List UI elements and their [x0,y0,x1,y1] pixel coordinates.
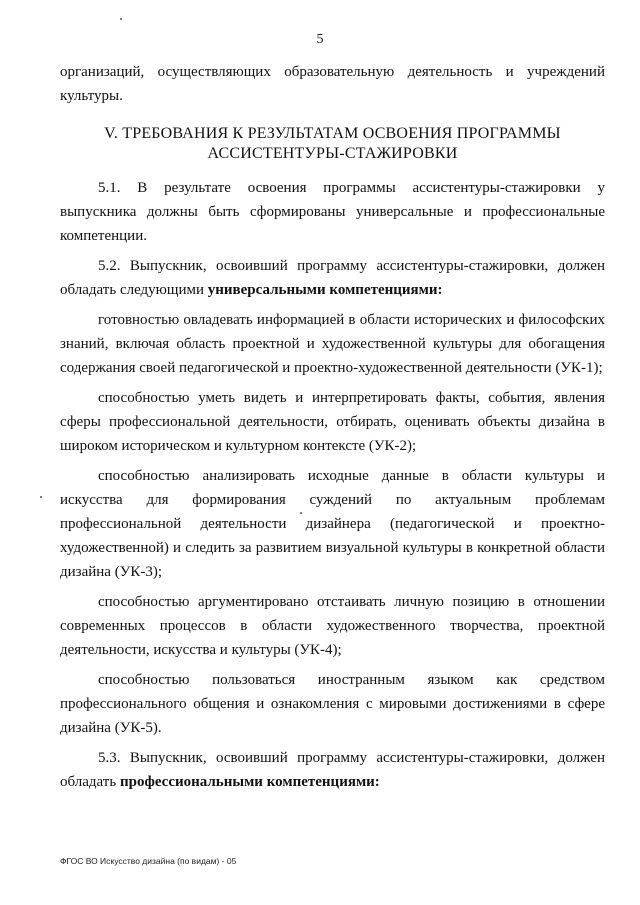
competency-uk-5: способностью пользоваться иностранным языком как средством профессионального общения и ознакомления с мировыми достижениями в сфере дизайна (УК-5). [60,672,605,736]
competency-uk-2: способностью уметь видеть и интерпретировать факты, события, явления сферы профессиональной деятельности, отбирать, оценивать объекты дизайна в широком историческом и культурном контексте (УК-2); [60,390,605,454]
intro-paragraph: организаций, осуществляющих образовательную деятельность и учреждений культуры. [60,64,605,104]
section-title [60,124,605,164]
document-footer: ФГОС ВО Искусство дизайна (по видам) - 05 [60,856,237,866]
competency-uk-1: готовностью овладевать информацией в области исторических и философских знаний, включая область проектной и художественной культуры для обогащения содержания своей педагогической и проектно-художественной деятельности (УК-1); [60,312,605,376]
competency-uk-3: способностью анализировать исходные данные в области культуры и искусства для формирования суждений по актуальным проблемам профессиональной деятельности дизайнера (педагогической и проектно-художественной) и следить за развитием визуальной культуры в конкретной области дизайна (УК-3); [60,468,605,580]
document-body [60,60,605,794]
paragraph-5-1: 5.1. В результате освоения программы ассистентуры-стажировки у выпускника должны быть сформированы универсальные и профессиональные компетенции. [60,180,605,244]
scan-speck [120,18,122,20]
paragraph-5-3 [60,746,605,794]
paragraph-5-2-text: 5.2. Выпускник, освоивший программу ассистентуры-стажировки, должен обладать следующими [60,258,605,298]
section-title-line1: V. ТРЕБОВАНИЯ К РЕЗУЛЬТАТАМ ОСВОЕНИЯ ПРОГРАММЫ [104,125,561,142]
universal-competencies-label: универсальными компетенциями: [207,282,443,298]
professional-competencies-label: профессиональными компетенциями: [119,774,380,790]
paragraph-5-2 [60,254,605,302]
scan-speck [40,496,42,498]
section-title-line2: АССИСТЕНТУРЫ-СТАЖИРОВКИ [207,145,458,162]
paragraph-5-3-text: 5.3. Выпускник, освоивший программу ассистентуры-стажировки, должен обладать [60,750,605,790]
competency-uk-4: способностью аргументировано отстаивать личную позицию в отношении современных процессов в области художественного творчества, проектной деятельности, искусства и культуры (УК-4); [60,594,605,658]
page-number: 5 [316,32,324,47]
